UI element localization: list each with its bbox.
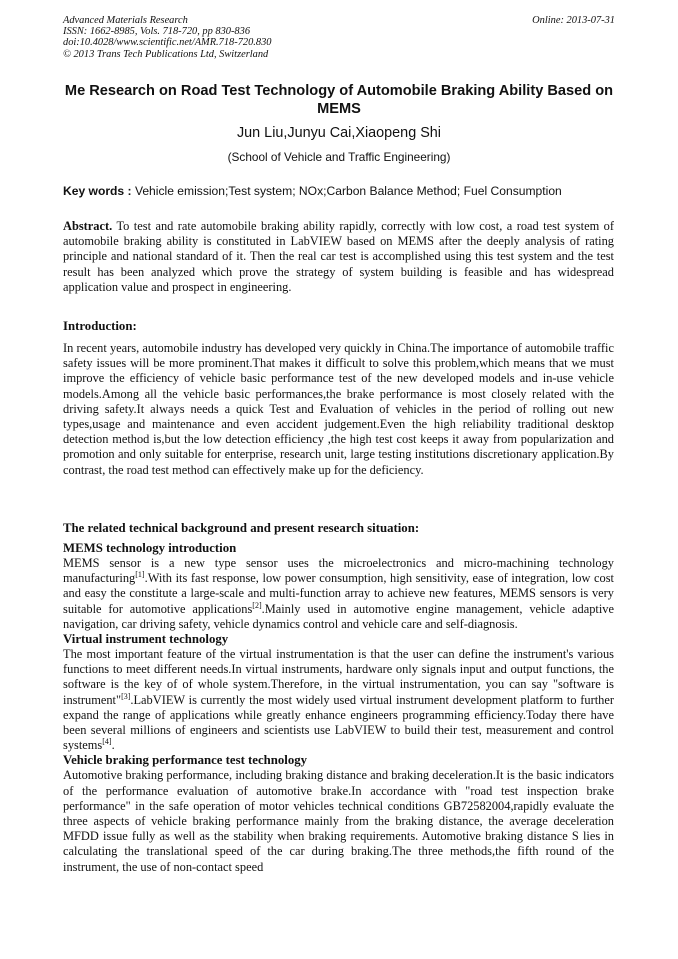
vi-text-2: .LabVIEW is currently the most widely used virtual instrument development platform to further expand the range of applications while greatly enhance engineers programming efficiency.Today there have been several millions of engineers and scientists use LabVIEW to build their test, measurement and control systems <box>63 692 614 753</box>
mems-text-1: MEMS sensor is a new type sensor uses the microelectronics and micro-machining technology manufacturing <box>63 556 614 586</box>
intro-heading: Introduction: <box>63 319 137 333</box>
vb-paragraph: Automotive braking performance, including braking distance and braking deceleration.It is the basic indicators of the performance evaluation of automotive brake.In accordance with "road test inspection brake performance" in the safe operation of motor vehicles technical conditions GB72582004,rapidly evaluate the three aspects of vehicle braking performance mainly from the braking distance, the average deceleration MFDD issue fully as well as the stability when braking requirements. Automotive braking distance S lies in calculating the translational speed of the car during braking.The three methods,the fifth round of the instrument, the use of non-contact speed <box>63 768 614 874</box>
online-date: Online: 2013-07-31 <box>532 15 615 26</box>
intro-block <box>63 341 614 478</box>
vi-text-3: . <box>111 738 115 753</box>
vi-heading: Virtual instrument technology <box>63 632 229 647</box>
mems-text-2: .With its fast response, low power consumption, high sensitivity, ease of integration, low cost and easy the constitute a large-scale and multi-function array to achieve new features, MEMS sensors is very suitable for automotive applications <box>63 571 614 616</box>
keywords-text: Vehicle emission;Test system; NOx;Carbon Balance Method; Fuel Consumption <box>134 184 562 198</box>
paper-affiliation: (School of Vehicle and Traffic Engineering) <box>227 150 451 164</box>
paper-title: Me Research on Road Test Technology of Automobile Braking Ability Based on MEMS <box>64 83 614 117</box>
mems-paragraph <box>63 556 614 632</box>
abstract-block <box>63 219 614 295</box>
keywords-label: Key words : <box>63 184 132 198</box>
vi-text-1: The most important feature of the virtual instrumentation is that the user can define the instrument's various functions to meet different needs.In virtual instruments, hardware only signals input and output functions, the software is the key of of whole system.Therefore, in the virtual instrumentation, you can say "software is instrument" <box>63 647 614 707</box>
background-heading: The related technical background and present research situation: <box>63 521 420 535</box>
copyright-line: © 2013 Trans Tech Publications Ltd, Switzerland <box>63 48 269 60</box>
journal-header <box>63 15 615 60</box>
vb-heading: Vehicle braking performance test technology <box>63 753 308 768</box>
abstract-label: Abstract. <box>63 219 113 233</box>
issn-line: ISSN: 1662-8985, Vols. 718-720, pp 830-836 <box>63 26 251 38</box>
citation-3: [3] <box>121 691 131 701</box>
mems-heading: MEMS technology introduction <box>63 541 237 555</box>
abstract-text: To test and rate automobile braking ability rapidly, correctly with low cost, a road test system of automobile braking ability is constituted in LabVIEW based on MEMS after the deeply analysis of rating principle and national standard of it. Then the real car test is accomplished using this test system and the test result has been analyzed which prove the strategy of system building is feasible and has widespread application value and prospect in engineering. <box>63 219 615 294</box>
citation-1: [1] <box>135 570 145 580</box>
vi-paragraph <box>63 647 614 753</box>
journal-name: Advanced Materials Research <box>63 15 188 26</box>
citation-2: [2] <box>252 600 262 610</box>
citation-4: [4] <box>102 737 112 747</box>
doi-line: doi:10.4028/www.scientific.net/AMR.718-720.830 <box>63 37 272 49</box>
paper-authors: Jun Liu,Junyu Cai,Xiaopeng Shi <box>236 125 441 141</box>
background-block <box>63 541 614 875</box>
keywords-line <box>63 184 618 198</box>
mems-text-3: .Mainly used in automotive engine management, vehicle adaptive navigation, car driving safety, vehicle dynamics control and vehicle care and self-diagnosis. <box>63 601 614 631</box>
intro-text: In recent years, automobile industry has developed very quickly in China.The importance of automobile traffic safety issues will be more prominent.That makes it difficult to solve this problem,which means that we must improve the efficiency of vehicle basic performance test of the new developed models and in-use vehicle models.Among all the vehicle basic performances,the brake performance is most closely related with the driving safety.It always needs a quick Test and Evaluation of vehicles in the period of rolling out new types,usage and maintenance and even accident judgement.Even the high reliability traditional desktop detection method is,but the low detection efficiency ,the high test cost keeps it away from popularization and promotion and only suitable for enterprise, research unit, large testing institutions discretionary application.By contrast, the road test method can effectively make up for the deficiency. <box>63 341 614 477</box>
